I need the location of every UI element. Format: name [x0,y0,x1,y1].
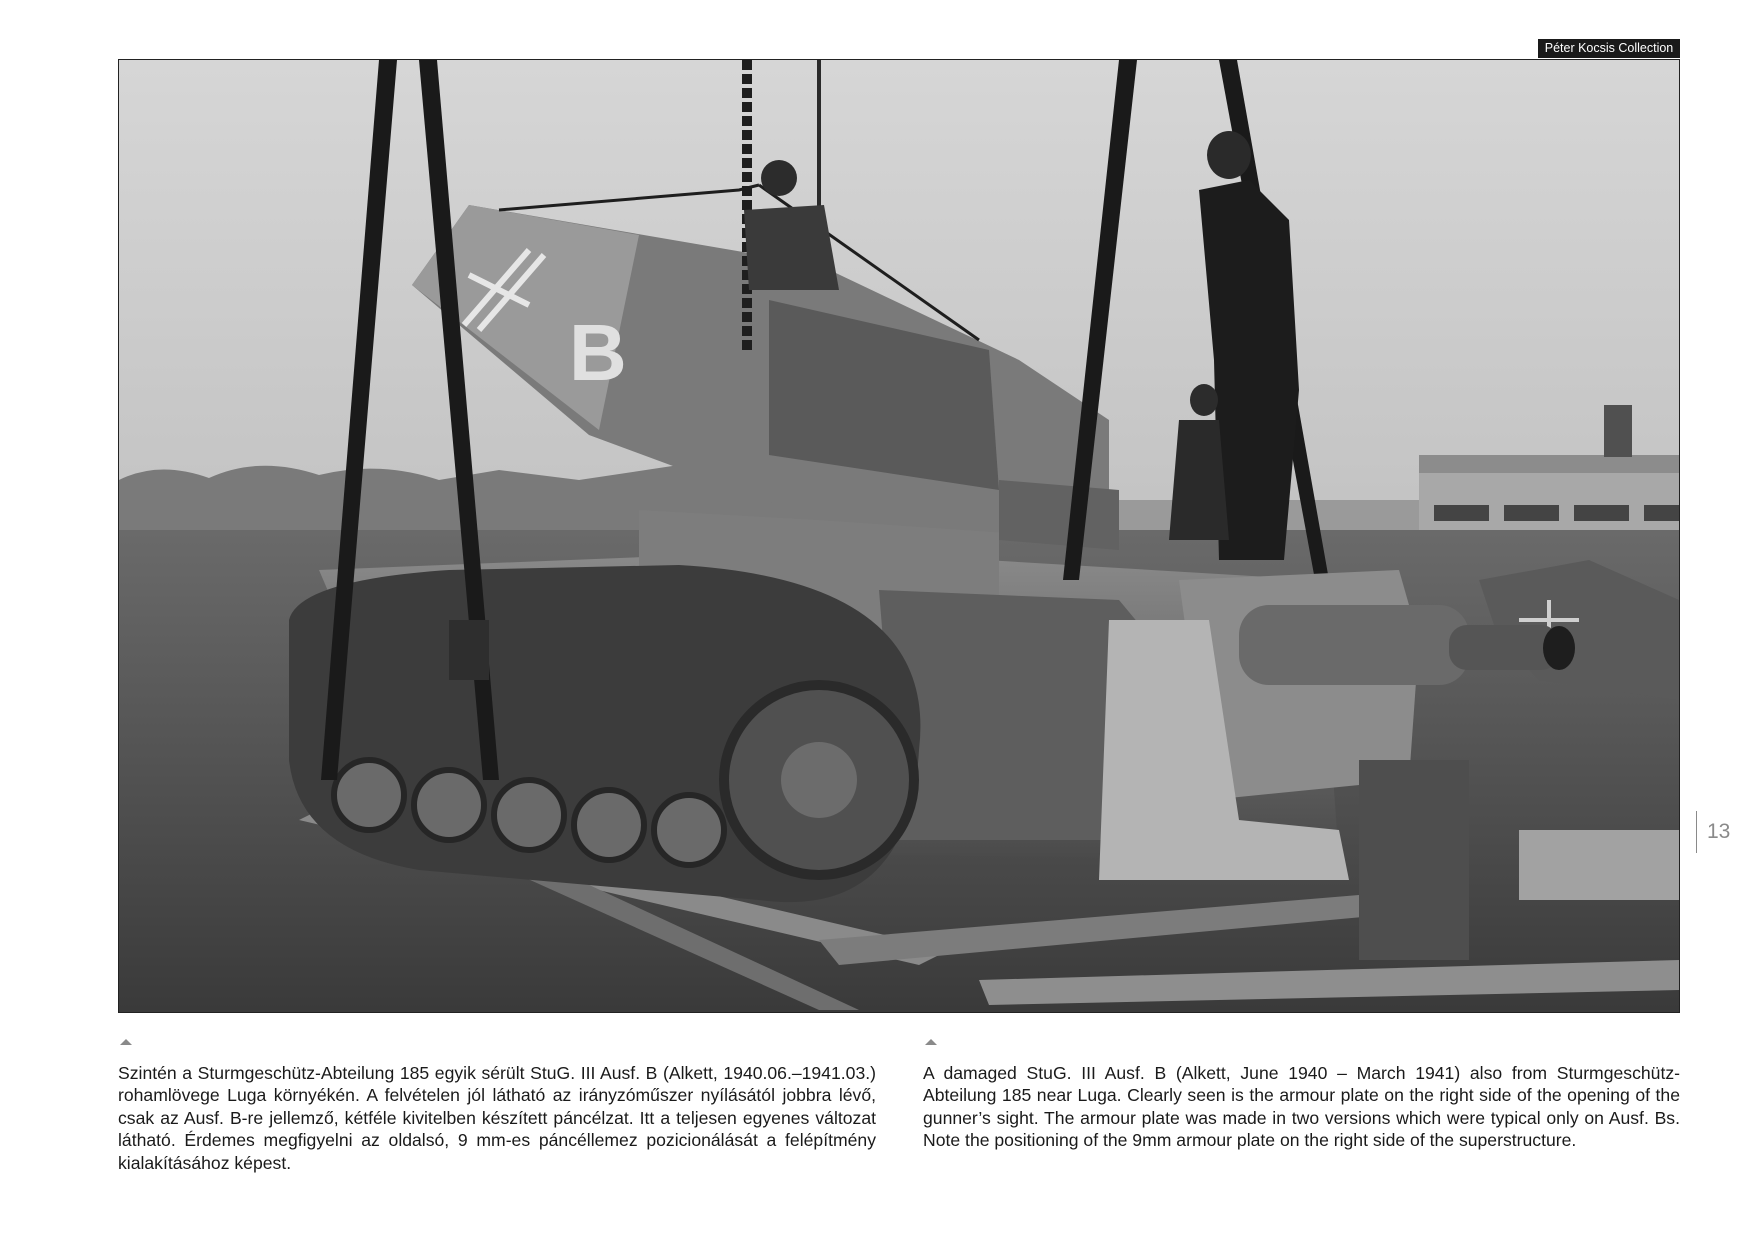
caption-hungarian: Szintén a Sturmgeschütz-Abteilung 185 egyik sérült StuG. III Ausf. B (Alkett, 1940.06.–1941.03.) rohamlövege Luga környékén. A felvételen jól látható az irányzóműszer nyílásától jobbra lévő, csak az Ausf. B-re jellemző, kétféle kivitelben készített páncélzat. Itt a teljesen egyenes változat látható. Érdemes megfigyelni az oldalsó, 9 mm-es páncéllemez pozicionálását a felépítmény kialakításához képest. [118,1062,876,1173]
track-assembly [289,565,920,902]
tank-photograph [118,59,1680,1013]
caption-english: A damaged StuG. III Ausf. B (Alkett, June 1940 – March 1941) also from Sturmgeschütz-Abteilung 185 near Luga. Clearly seen is the armour plate on the right side of the opening of the gunner’s sight. The armour plate was made in two versions which were typical only on Ausf. Bs. Note the positioning of the 9mm armour plate on the right side of the superstructure. [923,1062,1680,1151]
hull-letter: B [569,308,627,397]
photo-credit-label: Péter Kocsis Collection [1538,39,1680,58]
caption-arrow-icon [925,1039,937,1045]
page-number: 13 [1696,811,1730,853]
caption-arrow-icon [120,1039,132,1045]
photograph-icon [119,60,1679,1012]
